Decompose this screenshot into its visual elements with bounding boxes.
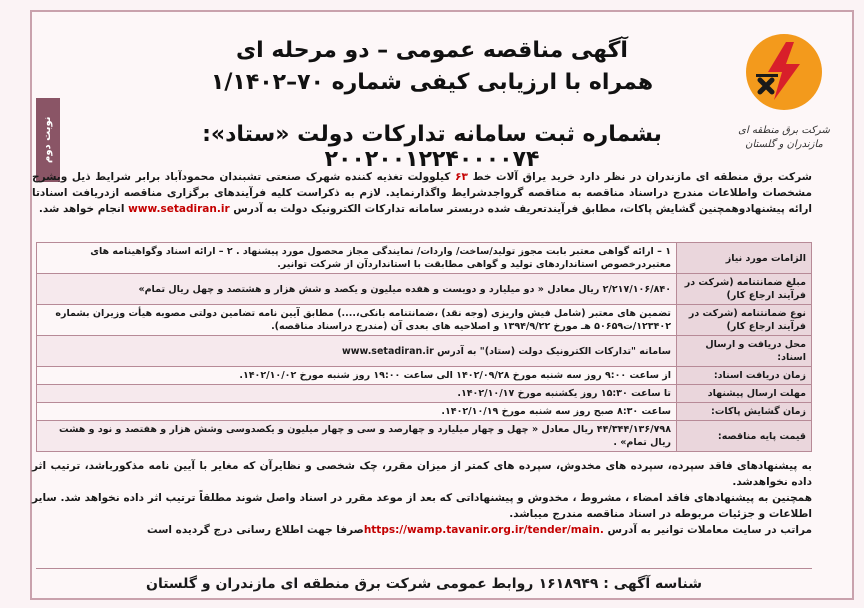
- ad-frame: [30, 10, 854, 600]
- row-label: مبلغ ضمانتنامه (شرکت در فرآیند ارجاع کار): [677, 274, 812, 305]
- row-label: الزامات مورد نیاز: [677, 243, 812, 274]
- row-value-text: سامانه "تدارکات الکترونیک دولت (ستاد)" به آدرس: [433, 345, 671, 357]
- condition-tavanir: [32, 522, 812, 538]
- row-value: از ساعت ۹:۰۰ روز سه شنبه مورخ ۱۴۰۲/۰۹/۲۸ الی ساعت ۱۹:۰۰ روز شنبه مورخ ۱۴۰۲/۱۰/۰۲.: [37, 367, 677, 385]
- table-row: [37, 336, 812, 367]
- ad-footer: [36, 568, 812, 598]
- tender-info-table: [36, 242, 812, 452]
- table-row: [37, 243, 812, 274]
- ad-id: شناسه آگهی : ۱۶۱۸۹۴۹: [538, 575, 702, 592]
- table-row: [37, 274, 812, 305]
- row-value: تضمین های معتبر (شامل فیش واریزی (وجه نقد) ،ضمانتنامه بانکی،....) مطابق آیین نامه تضامین دولتی مصوبه هیأت وزیران بشماره ۱۲۳۴۰۲/ت۵۰۶۵۹ هـ مورخ ۱۳۹۴/۹/۲۲ و اصلاحیه های بعدی آن (مندرج دراسناد مناقصه).: [37, 305, 677, 336]
- intro-voltage: ۶۳: [455, 171, 468, 183]
- ad-subtitle: همراه با ارزیابی کیفی شماره ۷۰–۱/۱۴۰۲: [210, 70, 654, 95]
- setad-link[interactable]: www.setadiran.ir: [128, 203, 230, 215]
- intro-text-3: انجام خواهد شد.: [38, 203, 129, 215]
- tavanir-link[interactable]: https://wamp.tavanir.org.ir/tender/main.: [363, 524, 604, 536]
- row-value: ۴۴/۳۴۴/۱۳۶/۷۹۸ ریال معادل « چهل و چهار میلیارد و چهارصد و سی و چهار میلیون و یکصدوسی وشش هزار و هفتصد و نود و هشت ریال تمام» .: [37, 421, 677, 452]
- logo-caption-line2: مازندران و گلستان: [745, 139, 823, 150]
- table-row: [37, 305, 812, 336]
- table-row: [37, 367, 812, 385]
- row-value: ۱ – ارائه گواهی معتبر بابت مجوز تولید/ساخت/ واردات/ نمایندگی مجاز محصول مورد پیشنهاد . ۲ – ارائه اسناد وگواهینامه های معتبردرخصوص استانداردهای تولید و گواهی مطابقت با استانداردآن از شرکت توانیر.: [37, 243, 677, 274]
- round-badge: نوبت دوم: [36, 98, 60, 182]
- row-value: تا ساعت ۱۵:۳۰ روز یکشنبه مورخ ۱۴۰۲/۱۰/۱۷.: [37, 385, 677, 403]
- table-row: [37, 385, 812, 403]
- condition-deposit: به پیشنهادهای فاقد سپرده، سپرده های مخدوش، سپرده های کمتر از میزان مقرر، چک شخصی و نظایرآن که مغایر با آیین نامه مذکورباشد، ترتیب اثر داده نخواهدشد.: [32, 460, 812, 488]
- row-value: ۲/۲۱۷/۱۰۶/۸۴۰ ریال معادل « دو میلیارد و دویست و هفده میلیون و یکصد و شش هزار و هشتصد و چهل ریال تمام»: [37, 274, 677, 305]
- condition-proposals: همچنین به پیشنهادهای فاقد امضاء ، مشروط ، مخدوش و پیشنهاداتی که بعد از موعد مقرر در اسناد واصل شوند مطلقاً ترتیب اثر داده نخواهد شد. سایر اطلاعات و جزئیات مربوطه در اسناد مناقصه مندرج میباشد.: [32, 492, 812, 520]
- row-label: مهلت ارسال پیشنهاد: [677, 385, 812, 403]
- intro-text-1: شرکت برق منطقه ای مازندران در نظر دارد خرید یراق آلات خط: [467, 171, 812, 183]
- intro-text-2: کیلوولت تغذیه کننده شهرک صنعتی تشبندان محمودآباد برابر شرایط ذیل وبشرح مشخصات واطلاعات مندرج دراسناد مناقصه به مناقصه گرواجدشرایط واگذارنماید. لازم به ذکراست کلیه فرآیندهای برگزاری مناقصه ازدریافت اسنادتا ارائه پیشنهادوهمچنین گشایش پاکات، مطابق فرآیندتعریف شده دربستر سامانه تدارکات الکترونیک دولت به آدرس: [32, 171, 812, 215]
- table-row: [37, 421, 812, 452]
- conditions-text: [32, 458, 812, 538]
- tavanir-text-suffix: صرفا جهت اطلاع رسانی درج گردیده است: [146, 524, 364, 536]
- row-value: [37, 336, 677, 367]
- logo-emblem-icon: [746, 34, 822, 110]
- row-label: قیمت پایه مناقصه:: [677, 421, 812, 452]
- row-value: ساعت ۸:۳۰ صبح روز سه شنبه مورخ ۱۴۰۲/۱۰/۱۹.: [37, 403, 677, 421]
- row-label: محل دریافت و ارسال اسناد:: [677, 336, 812, 367]
- company-logo: [734, 28, 834, 178]
- setad-registration-number: بشماره ثبت سامانه تدارکات دولت «ستاد»: ۲۰۰۲۰۰۱۲۲۴۰۰۰۰۷۴: [202, 122, 662, 172]
- logo-caption: [734, 124, 834, 152]
- ad-title: آگهی مناقصه عمومی – دو مرحله ای: [236, 38, 628, 63]
- row-label: زمان دریافت اسناد:: [677, 367, 812, 385]
- tavanir-text-prefix: مراتب در سایت معاملات توانیر به آدرس: [603, 524, 812, 536]
- logo-caption-line1: شرکت برق منطقه ای: [738, 125, 830, 136]
- intro-paragraph: [32, 169, 812, 217]
- row-label: نوع ضمانتنامه (شرکت در فرآیند ارجاع کار): [677, 305, 812, 336]
- publisher: روابط عمومی شرکت برق منطقه ای مازندران و گلستان: [146, 575, 534, 592]
- setad-link-table[interactable]: www.setadiran.ir: [341, 345, 434, 357]
- row-label: زمان گشایش پاکات:: [677, 403, 812, 421]
- table-row: [37, 403, 812, 421]
